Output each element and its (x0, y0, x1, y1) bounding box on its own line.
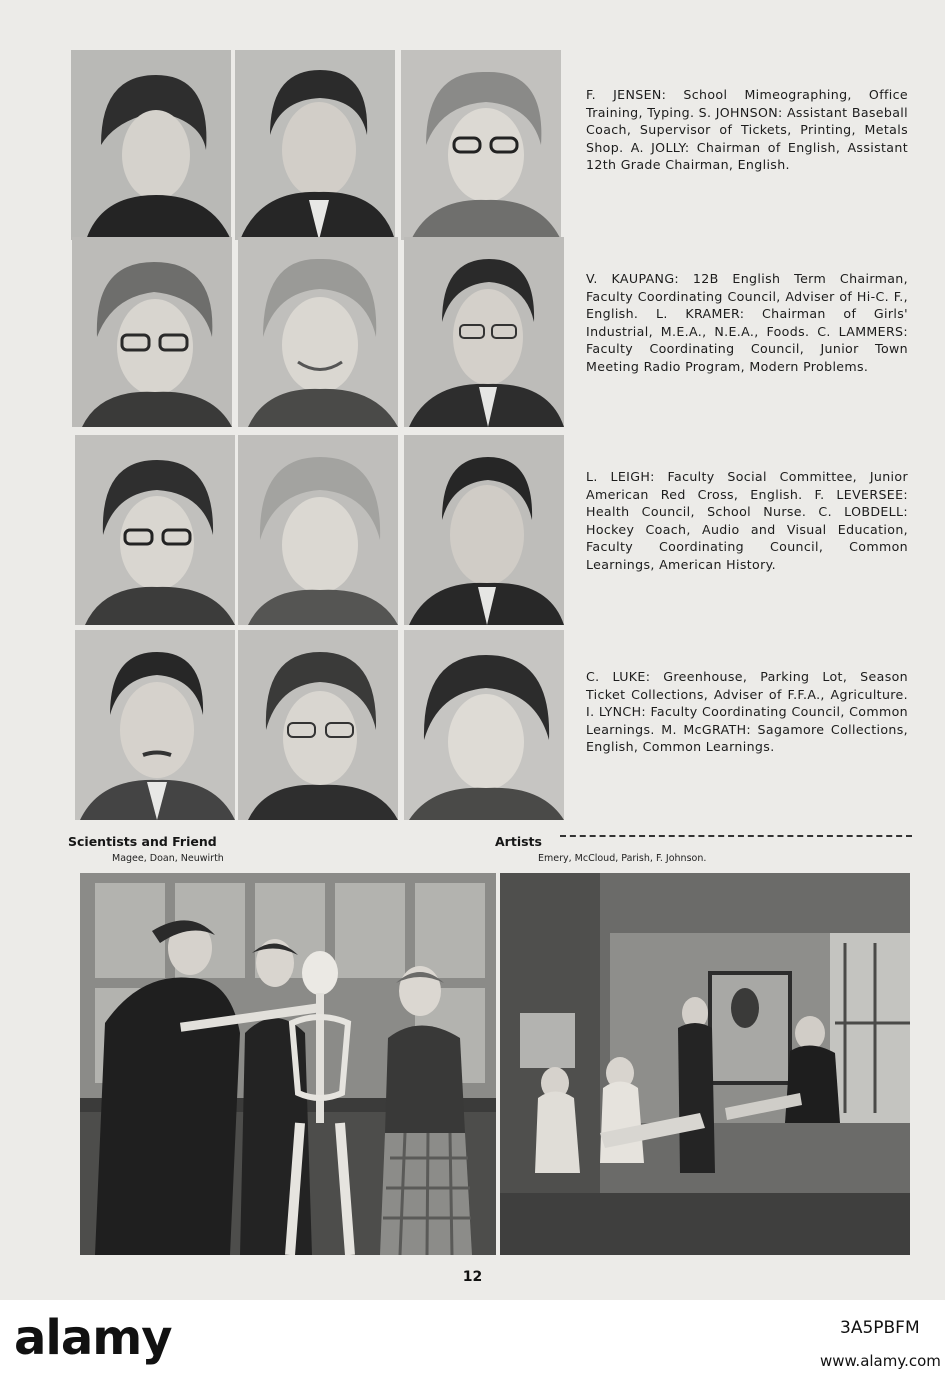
portrait-kramer (238, 237, 398, 427)
bio-block-2: V. KAUPANG: 12B English Term Chairman, Faculty Coordinating Council, Adviser of Hi-C. F., English. L. KRAMER: Chairman of Girls' Industrial, M.E.A., N.E.A., Foods. C. LAMMERS: Faculty Coordinating Council, Junior Town Meeting Radio Program, Modern Problems. (586, 271, 908, 374)
portrait-jensen (71, 50, 231, 240)
portrait-lobdell (404, 435, 564, 625)
artists-photo (500, 873, 910, 1255)
portrait-lynch (238, 630, 398, 820)
bio-block-4: C. LUKE: Greenhouse, Parking Lot, Season Ticket Collections, Adviser of F.F.A., Agriculture. I. LYNCH: Faculty Coordinating Council, Common Learnings. M. McGRATH: Sagamore Collections, English, Common Learnings. (586, 669, 908, 754)
portrait-johnson (235, 50, 395, 240)
artists-caption-names: Emery, McCloud, Parish, F. Johnson. (538, 853, 707, 864)
stock-brand-logo: alamy (14, 1310, 172, 1366)
page-number: 12 (462, 1269, 483, 1285)
portrait-leversee (238, 435, 398, 625)
portrait-luke (75, 630, 235, 820)
scientists-caption-names: Magee, Doan, Neuwirth (112, 853, 224, 864)
bio-block-3: L. LEIGH: Faculty Social Committee, Junior American Red Cross, English. F. LEVERSEE: Health Council, School Nurse. C. LOBDELL: Hockey Coach, Audio and Visual Education, Faculty Coordinating Council, Common Learnings, American History. (586, 469, 908, 572)
portrait-mcgrath (404, 630, 564, 820)
scientists-caption-title: Scientists and Friend (68, 834, 217, 849)
scientists-photo (80, 873, 496, 1255)
portrait-kaupang (72, 237, 232, 427)
artists-caption-title: Artists (495, 834, 542, 849)
portrait-leigh (75, 435, 235, 625)
portrait-jolly (401, 50, 561, 240)
stock-image-id: 3A5PBFM (840, 1318, 920, 1338)
stock-url: www.alamy.com (820, 1352, 941, 1370)
portrait-lammers (404, 237, 564, 427)
caption-dash-rule (560, 835, 912, 837)
bio-block-1: F. JENSEN: School Mimeographing, Office Training, Typing. S. JOHNSON: Assistant Baseball Coach, Supervisor of Tickets, Printing, Metals Shop. A. JOLLY: Chairman of English, Assistant 12th Grade Chairman, English. (586, 87, 908, 172)
